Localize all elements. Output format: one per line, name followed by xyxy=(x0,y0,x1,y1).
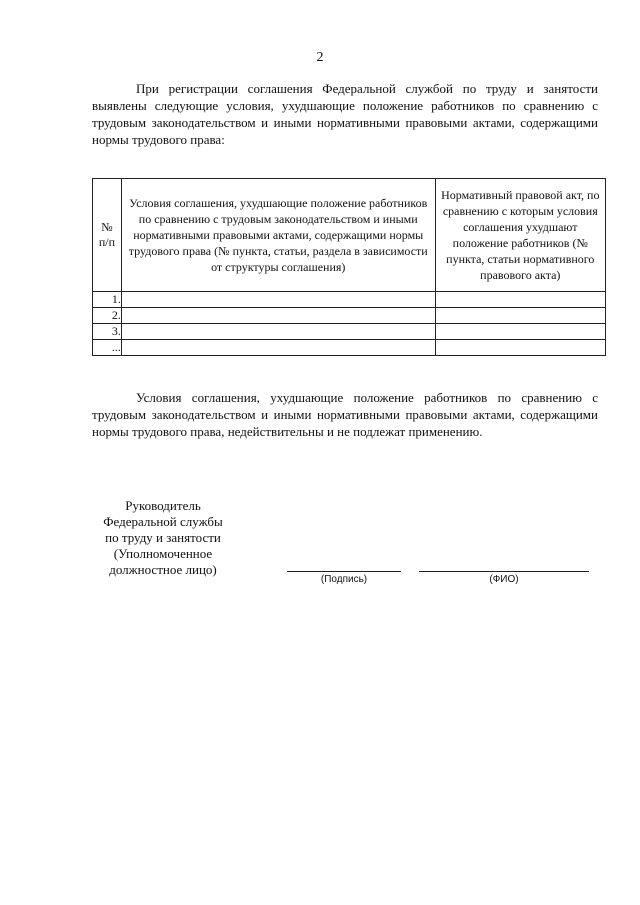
conditions-table xyxy=(92,178,606,356)
header-legal-act: Нормативный правовой акт, по сравнению с которым условия соглашения ухудшают положение работников (№ пункта, статьи нормативного правового акта) xyxy=(435,179,605,292)
signatory-line: (Уполномоченное xyxy=(113,546,213,561)
header-number-cell xyxy=(93,179,122,292)
row-condition-cell xyxy=(121,308,435,324)
row-act-cell xyxy=(435,340,605,356)
table-row xyxy=(93,324,606,340)
header-number-symbol: № xyxy=(101,220,113,234)
table-row xyxy=(93,292,606,308)
signature-caption: (Подпись) xyxy=(320,574,368,585)
row-number: 2. xyxy=(93,308,122,324)
row-number: 1. xyxy=(93,292,122,308)
row-number: 3. xyxy=(93,324,122,340)
name-line xyxy=(419,571,589,572)
page-number: 2 xyxy=(316,50,324,65)
header-conditions: Условия соглашения, ухудшающие положение работников по сравнению с трудовым законодательством и иными нормативными правовыми актами, содержащими нормы трудового права (№ пункта, статьи, раздела в зависимости от структуры соглашения) xyxy=(121,179,435,292)
row-condition-cell xyxy=(121,340,435,356)
row-act-cell xyxy=(435,308,605,324)
row-act-cell xyxy=(435,324,605,340)
table-row xyxy=(93,308,606,324)
table-row xyxy=(93,340,606,356)
signatory-title xyxy=(88,498,238,578)
row-condition-cell xyxy=(121,324,435,340)
signatory-line: Руководитель xyxy=(125,498,201,513)
conclusion-paragraph: Условия соглашения, ухудшающие положение работников по сравнению с трудовым законодательством и иными нормативными правовыми актами, содержащими нормы трудового права, недействительны и не подлежат применению. xyxy=(92,390,598,439)
signature-line xyxy=(287,571,401,572)
signatory-line: Федеральной службы xyxy=(103,514,223,529)
row-act-cell xyxy=(435,292,605,308)
signatory-line: по труду и занятости xyxy=(105,530,221,545)
header-number-label: п/п xyxy=(98,235,116,249)
table-header-row xyxy=(93,179,606,292)
signatory-line: должностное лицо) xyxy=(109,562,217,577)
intro-paragraph: При регистрации соглашения Федеральной службой по труду и занятости выявлены следующие условия, ухудшающие положение работников по сравнению с трудовым законодательством и иными нормативными правовыми актами, содержащими нормы трудового права: xyxy=(92,81,598,147)
name-caption: (ФИО) xyxy=(489,574,519,585)
row-condition-cell xyxy=(121,292,435,308)
row-number: ... xyxy=(93,340,122,356)
